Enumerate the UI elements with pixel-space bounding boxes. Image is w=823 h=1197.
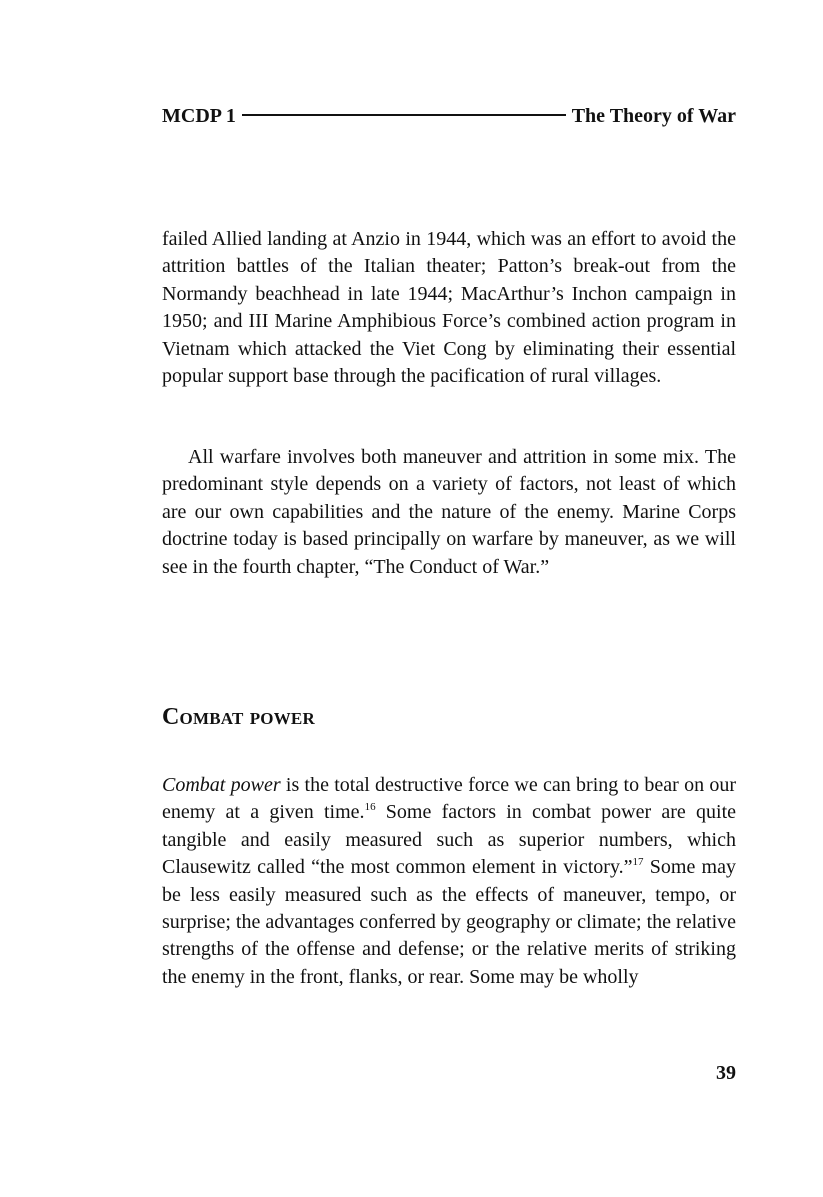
paragraph-combat-power [162, 772, 736, 991]
paragraph-text: All warfare involves both maneuver and attrition in some mix. The predominant style depends on a variety of factors, not least of which are our own capabilities and the nature of the enemy. Marine Corps doctrine today is based principally on warfare by maneuver, as we will see in the fourth chapter, “The Conduct of War.” [162, 446, 736, 578]
defined-term: Combat power [162, 774, 281, 796]
header-doc-id: MCDP 1 [162, 104, 236, 127]
paragraph-text: failed Allied landing at Anzio in 1944, which was an effort to avoid the attrition battles of the Italian theater; Patton’s break-out from the Normandy beachhead in late 1944; MacArthur’s Inchon campaign in 1950; and III Marine Amphibious Force’s combined action program in Vietnam which attacked the Viet Cong by eliminating their essential popular support base through the pacification of rural villages. [162, 228, 736, 388]
paragraph-maneuver-attrition [162, 444, 736, 581]
text-segment: is the total destructive force we can bring to bear on our enemy at a given time. [162, 774, 737, 824]
paragraph-text [162, 772, 736, 991]
footnote-ref: 16 [364, 801, 376, 814]
text-segment: Some may be less easily measured such as the effects of maneuver, tempo, or surprise; the advantages conferred by geography or climate; the relative strengths of the offense and defense; or the relative merits of striking the enemy in the front, flanks, or rear. Some may be wholly [162, 856, 736, 988]
section-heading: Combat power [162, 704, 315, 730]
paragraph-continued [162, 226, 736, 390]
text-segment: Some factors in combat power are quite tangible and easily measured such as superior numbers, which Clausewitz called “the most common element in victory.” [162, 801, 737, 879]
footnote-ref: 17 [632, 856, 644, 869]
running-header [162, 103, 736, 129]
page-number: 39 [716, 1062, 736, 1084]
header-chapter-title: The Theory of War [571, 104, 736, 127]
header-rule [242, 114, 566, 116]
